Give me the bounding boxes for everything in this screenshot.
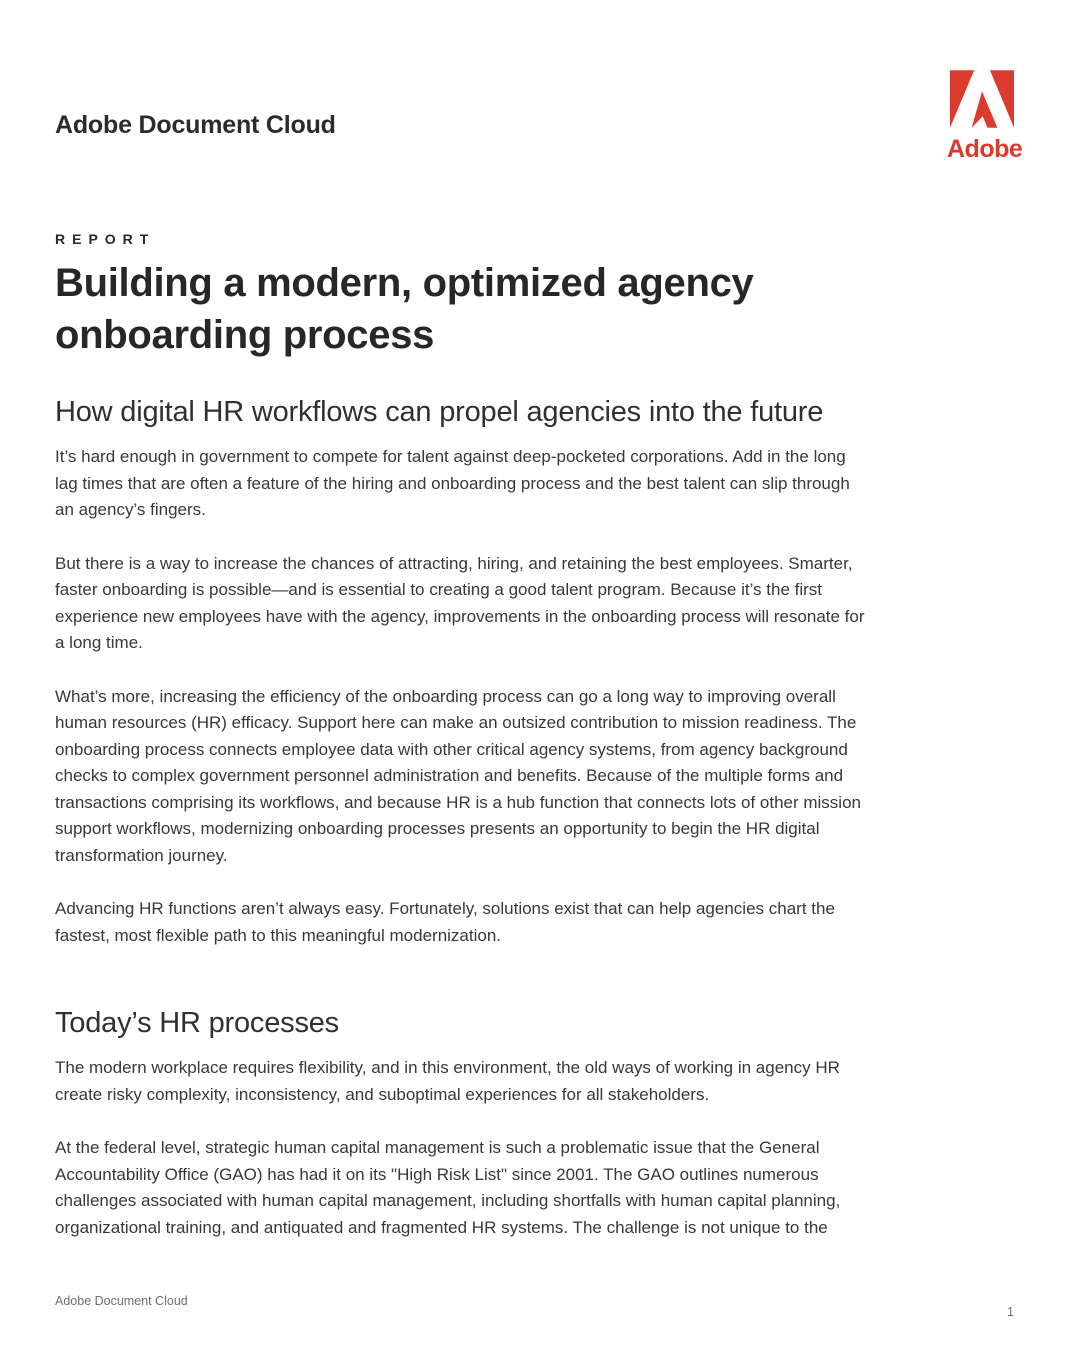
adobe-logo	[947, 70, 1023, 164]
report-title: Building a modern, optimized agency onboarding process	[55, 261, 754, 357]
report-eyebrow: REPORT	[55, 231, 156, 247]
footer-brand: Adobe Document Cloud	[55, 1294, 188, 1308]
adobe-a-icon	[950, 70, 1014, 128]
intro-paragraph-4: Advancing HR functions aren’t always easy. Fortunately, solutions exist that can help agencies chart the fastest, most flexible path to this meaningful modernization.	[55, 899, 835, 945]
page-number: 1	[1007, 1305, 1014, 1319]
intro-paragraph-3: What’s more, increasing the efficiency of the onboarding process can go a long way to improving overall human resources (HR) efficacy. Support here can make an outsized contribution to mission readiness. The onboarding process connects employee data with other critical agency systems, from agency background checks to complex government personnel administration and benefits. Because of the multiple forms and transactions comprising its workflows, and because HR is a hub function that connects lots of other mission support workflows, modernizing onboarding processes presents an opportunity to begin the HR digital transformation journey.	[55, 686, 861, 865]
section-paragraph-1: The modern workplace requires flexibility, and in this environment, the old ways of working in agency HR create risky complexity, inconsistency, and suboptimal experiences for all stakeholders.	[55, 1058, 840, 1104]
section-paragraph-2: At the federal level, strategic human capital management is such a problematic issue that the General Accountability Office (GAO) has had it on its "High Risk List" since 2001. The GAO outlines numerous challenges associated with human capital management, including shortfalls with human capital planning, organizational training, and antiquated and fragmented HR systems. The challenge is not unique to the	[55, 1138, 841, 1237]
section-heading-todays-hr-processes: Today’s HR processes	[55, 1007, 339, 1039]
report-body	[55, 231, 871, 1241]
intro-paragraph-2: But there is a way to increase the chances of attracting, hiring, and retaining the best employees. Smarter, faster onboarding is possible—and is essential to creating a good talent program. Because it’s the first experience new employees have with the agency, improvements in the onboarding process will resonate for a long time.	[55, 553, 865, 652]
intro-paragraph-1: It’s hard enough in government to compete for talent against deep-pocketed corporations. Add in the long lag times that are often a feature of the hiring and onboarding process and the best talent can slip through an agency’s fingers.	[55, 447, 850, 519]
brand-header: Adobe Document Cloud	[55, 111, 336, 139]
adobe-logo-wordmark: Adobe	[947, 135, 1023, 163]
report-subtitle: How digital HR workflows can propel agencies into the future	[55, 396, 824, 428]
